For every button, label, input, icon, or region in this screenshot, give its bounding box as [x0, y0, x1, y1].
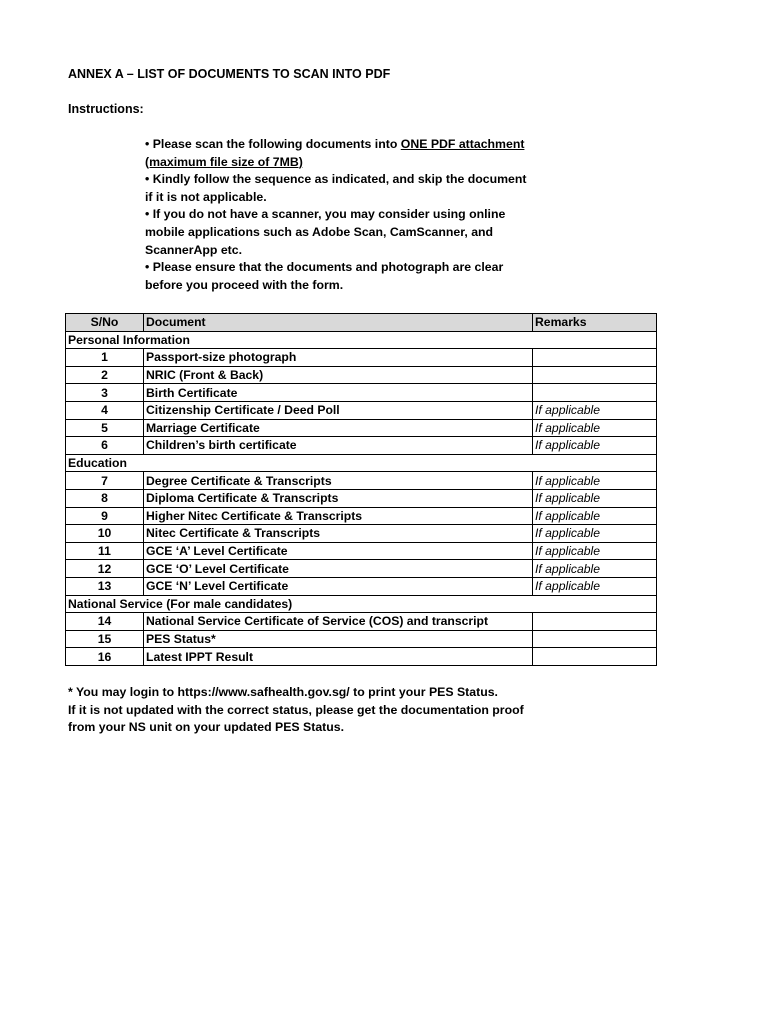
instructions-list [145, 136, 535, 294]
table-row [66, 525, 657, 543]
sno-cell: 1 [66, 349, 144, 367]
sno-cell: 13 [66, 577, 144, 595]
document-cell: Passport-size photograph [144, 349, 533, 367]
sno-cell: 7 [66, 472, 144, 490]
remarks-cell [533, 648, 657, 666]
table-header-row [66, 314, 657, 332]
page-title: ANNEX A – LIST OF DOCUMENTS TO SCAN INTO PDF [68, 67, 391, 81]
table-row [66, 648, 657, 666]
document-cell: GCE ‘A’ Level Certificate [144, 542, 533, 560]
document-cell: Nitec Certificate & Transcripts [144, 525, 533, 543]
pdf-attachment-emphasis: ONE PDF attachment [400, 137, 525, 151]
remarks-cell [533, 613, 657, 631]
remarks-cell [533, 349, 657, 367]
document-cell: Latest IPPT Result [144, 648, 533, 666]
sno-cell: 14 [66, 613, 144, 631]
section-heading: Personal Information [66, 331, 657, 349]
section-row [66, 331, 657, 349]
instruction-text: • Please scan the following documents into [145, 137, 401, 151]
section-heading: Education [66, 454, 657, 472]
sno-cell: 6 [66, 437, 144, 455]
document-cell: Degree Certificate & Transcripts [144, 472, 533, 490]
table-row [66, 401, 657, 419]
document-cell: Citizenship Certificate / Deed Poll [144, 401, 533, 419]
document-cell: GCE ‘N’ Level Certificate [144, 577, 533, 595]
remarks-cell: If applicable [533, 560, 657, 578]
table-row [66, 349, 657, 367]
sno-cell: 2 [66, 366, 144, 384]
instructions-label: Instructions: [68, 102, 144, 116]
document-cell: National Service Certificate of Service (COS) and transcript [144, 613, 533, 631]
section-row [66, 595, 657, 613]
instruction-item: • Kindly follow the sequence as indicated, and skip the document if it is not applicable. [145, 172, 527, 204]
document-cell: Birth Certificate [144, 384, 533, 402]
sno-cell: 12 [66, 560, 144, 578]
footnote [68, 684, 538, 737]
document-cell: GCE ‘O’ Level Certificate [144, 560, 533, 578]
remarks-cell: If applicable [533, 542, 657, 560]
remarks-cell: If applicable [533, 525, 657, 543]
header-sno: S/No [66, 314, 144, 332]
table-row [66, 577, 657, 595]
table-row [66, 489, 657, 507]
file-size-emphasis: (maximum file size of 7MB) [145, 154, 303, 169]
instruction-item: • If you do not have a scanner, you may consider using online mobile applications such as Adobe Scan, CamScanner, and ScannerApp etc. [145, 207, 506, 257]
remarks-cell: If applicable [533, 577, 657, 595]
sno-cell: 10 [66, 525, 144, 543]
remarks-cell [533, 630, 657, 648]
table-body [66, 331, 657, 665]
table-row [66, 560, 657, 578]
table-row [66, 542, 657, 560]
document-cell: PES Status* [144, 630, 533, 648]
table-row [66, 507, 657, 525]
table-row [66, 366, 657, 384]
table-row [66, 419, 657, 437]
instruction-item: • Please ensure that the documents and photograph are clear before you proceed with the form. [145, 260, 504, 292]
table-row [66, 630, 657, 648]
table-row [66, 437, 657, 455]
remarks-cell: If applicable [533, 419, 657, 437]
document-cell: Marriage Certificate [144, 419, 533, 437]
sno-cell: 11 [66, 542, 144, 560]
remarks-cell: If applicable [533, 401, 657, 419]
sno-cell: 15 [66, 630, 144, 648]
remarks-cell [533, 366, 657, 384]
remarks-cell: If applicable [533, 507, 657, 525]
sno-cell: 16 [66, 648, 144, 666]
document-cell: Higher Nitec Certificate & Transcripts [144, 507, 533, 525]
sno-cell: 3 [66, 384, 144, 402]
document-cell: NRIC (Front & Back) [144, 366, 533, 384]
document-cell: Children’s birth certificate [144, 437, 533, 455]
documents-table [65, 313, 657, 666]
table-row [66, 384, 657, 402]
footnote-line: * You may login to https://www.safhealth.gov.sg/ to print your PES Status. [68, 685, 498, 699]
sno-cell: 8 [66, 489, 144, 507]
instruction-item [145, 136, 535, 171]
footnote-line: If it is not updated with the correct status, please get the documentation proof from your NS unit on your updated PES Status. [68, 702, 524, 735]
section-heading: National Service (For male candidates) [66, 595, 657, 613]
remarks-cell [533, 384, 657, 402]
sno-cell: 4 [66, 401, 144, 419]
remarks-cell: If applicable [533, 489, 657, 507]
header-document: Document [144, 314, 533, 332]
remarks-cell: If applicable [533, 437, 657, 455]
sno-cell: 5 [66, 419, 144, 437]
sno-cell: 9 [66, 507, 144, 525]
section-row [66, 454, 657, 472]
table-row [66, 472, 657, 490]
document-cell: Diploma Certificate & Transcripts [144, 489, 533, 507]
table-row [66, 613, 657, 631]
remarks-cell: If applicable [533, 472, 657, 490]
header-remarks: Remarks [533, 314, 657, 332]
